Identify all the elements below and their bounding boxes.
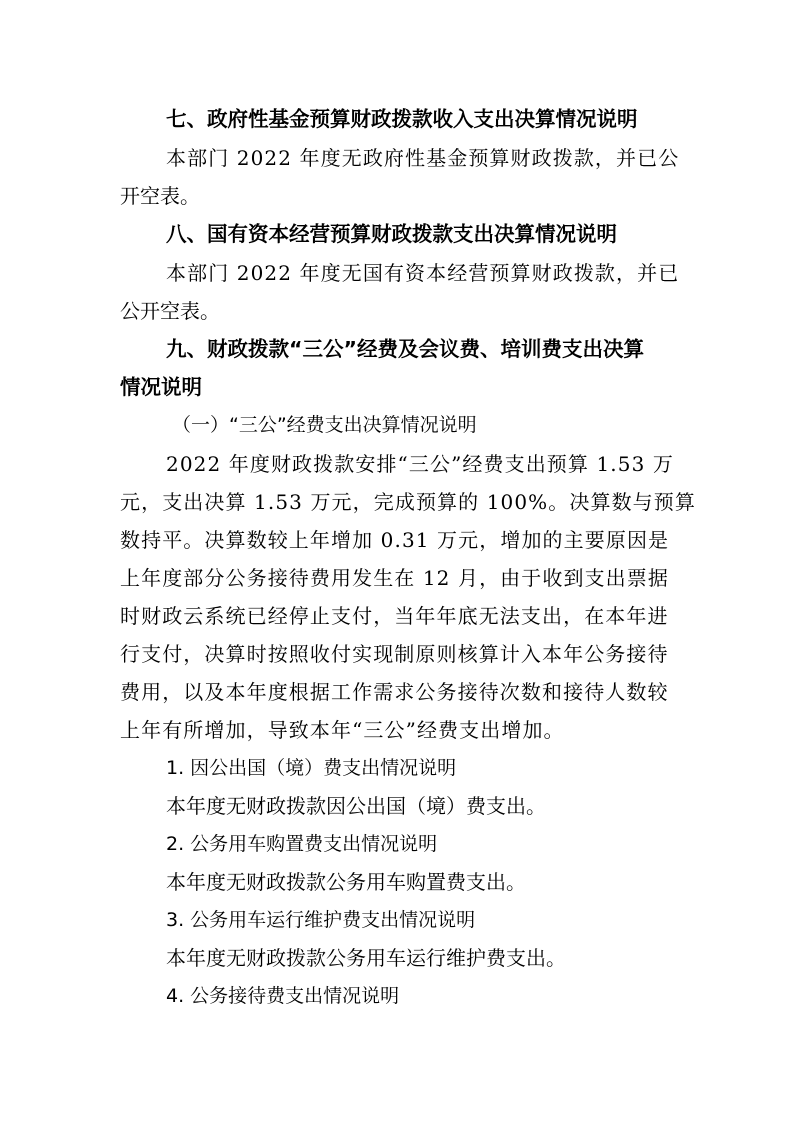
paragraph-line: 2022 年度财政拨款安排“三公”经费支出预算 1.53 万 — [166, 452, 674, 476]
item-2-body: 本年度无财政拨款公务用车购置费支出。 — [166, 870, 526, 894]
item-1-heading: 1. 因公出国（境）费支出情况说明 — [166, 757, 457, 779]
item-3-body: 本年度无财政拨款公务用车运行维护费支出。 — [166, 946, 566, 970]
subsection-1-heading: （一）“三公”经费支出决算情况说明 — [172, 414, 477, 436]
item-1-body: 本年度无财政拨款因公出国（境）费支出。 — [166, 794, 546, 818]
paragraph-line: 元，支出决算 1.53 万元，完成预算的 100%。决算数与预算 — [120, 490, 696, 514]
paragraph-line: 时财政云系统已经停止支付，当年年底无法支出，在本年进 — [120, 604, 669, 628]
section-9-heading: 情况说明 — [120, 375, 202, 399]
paragraph-line: 费用，以及本年度根据工作需求公务接待次数和接待人数较 — [120, 680, 669, 704]
paragraph-line: 上年有所增加，导致本年“三公”经费支出增加。 — [120, 718, 565, 742]
section-8-heading: 八、国有资本经营预算财政拨款支出决算情况说明 — [166, 222, 617, 246]
section-8-body: 本部门 2022 年度无国有资本经营预算财政拨款，并已 — [166, 261, 680, 285]
section-7-heading: 七、政府性基金预算财政拨款收入支出决算情况说明 — [166, 107, 638, 131]
paragraph-line: 行支付，决算时按照收付实现制原则核算计入本年公务接待 — [120, 642, 669, 666]
section-9-heading: 九、财政拨款“三公”经费及会议费、培训费支出决算 — [166, 337, 644, 361]
paragraph-line: 上年度部分公务接待费用发生在 12 月，由于收到支出票据 — [120, 566, 669, 590]
paragraph-line: 数持平。决算数较上年增加 0.31 万元，增加的主要原因是 — [120, 528, 670, 552]
section-7-body: 开空表。 — [120, 184, 200, 208]
item-4-heading: 4. 公务接待费支出情况说明 — [166, 985, 400, 1007]
section-7-body: 本部门 2022 年度无政府性基金预算财政拨款，并已公 — [166, 146, 680, 170]
item-2-heading: 2. 公务用车购置费支出情况说明 — [166, 833, 438, 855]
item-3-heading: 3. 公务用车运行维护费支出情况说明 — [166, 909, 476, 931]
section-8-body: 公开空表。 — [120, 299, 220, 323]
